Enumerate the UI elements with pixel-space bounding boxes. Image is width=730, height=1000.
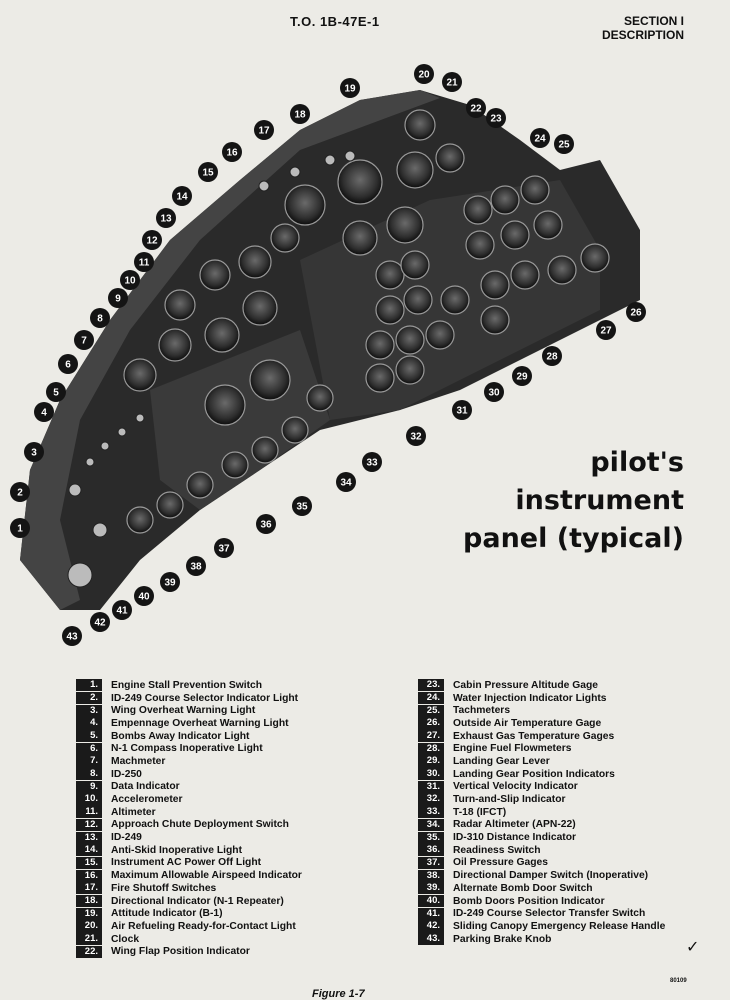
- legend-item: [418, 768, 665, 781]
- legend-label: Air Refueling Ready-for-Contact Light: [111, 920, 296, 932]
- legend-label: Fire Shutoff Switches: [111, 882, 217, 894]
- callout-34: [336, 472, 356, 492]
- legend-label: Parking Brake Knob: [453, 933, 552, 945]
- legend-item: [76, 679, 302, 692]
- legend-label: T-18 (IFCT): [453, 806, 507, 818]
- legend-label: Landing Gear Lever: [453, 755, 550, 767]
- legend-item: [76, 717, 302, 730]
- callout-number: 10: [124, 275, 136, 287]
- callout-number: 34: [340, 477, 352, 489]
- legend-number: 8.: [76, 768, 102, 780]
- callout-23: [486, 108, 506, 128]
- legend-number: 18.: [76, 895, 102, 907]
- legend-label: Data Indicator: [111, 781, 180, 793]
- legend-item: [418, 755, 665, 768]
- callout-9: [108, 288, 128, 308]
- legend-label: Machmeter: [111, 755, 166, 767]
- callout-2: [10, 482, 30, 502]
- legend-left: [76, 679, 302, 958]
- legend-item: [76, 819, 302, 832]
- callout-number: 26: [630, 307, 642, 319]
- legend-label: Directional Indicator (N-1 Repeater): [111, 895, 284, 907]
- legend-item: [418, 869, 665, 882]
- legend-number: 15.: [76, 857, 102, 869]
- legend-number: 6.: [76, 743, 102, 755]
- legend-number: 34.: [418, 819, 444, 831]
- legend-label: Approach Chute Deployment Switch: [111, 819, 289, 831]
- legend-number: 16.: [76, 870, 102, 882]
- legend-right: [418, 679, 665, 945]
- legend-number: 36.: [418, 844, 444, 856]
- doc-number: T.O. 1B-47E-1: [290, 14, 380, 29]
- legend-number: 20.: [76, 920, 102, 932]
- callout-24: [530, 128, 550, 148]
- callout-19: [340, 78, 360, 98]
- callout-number: 37: [218, 543, 230, 555]
- legend-number: 40.: [418, 895, 444, 907]
- legend-item: [76, 781, 302, 794]
- callout-number: 2: [17, 487, 23, 499]
- callout-16: [222, 142, 242, 162]
- callout-38: [186, 556, 206, 576]
- callout-number: 11: [138, 257, 150, 269]
- legend-number: 19.: [76, 908, 102, 920]
- legend-number: 39.: [418, 882, 444, 894]
- callout-17: [254, 120, 274, 140]
- callout-number: 19: [344, 83, 356, 95]
- legend-label: Turn-and-Slip Indicator: [453, 794, 566, 806]
- legend-label: Empennage Overheat Warning Light: [111, 717, 289, 729]
- callout-number: 23: [490, 113, 502, 125]
- legend-label: Wing Overheat Warning Light: [111, 705, 256, 717]
- callout-number: 18: [294, 109, 306, 121]
- legend-number: 14.: [76, 844, 102, 856]
- legend-item: [76, 755, 302, 768]
- callout-5: [46, 382, 66, 402]
- legend-number: 27.: [418, 730, 444, 742]
- callout-number: 38: [190, 561, 202, 573]
- legend-number: 28.: [418, 743, 444, 755]
- callout-43: [62, 626, 82, 646]
- callout-number: 24: [534, 133, 546, 145]
- legend-label: Instrument AC Power Off Light: [111, 857, 262, 869]
- legend-number: 41.: [418, 908, 444, 920]
- section-title: DESCRIPTION: [601, 28, 684, 42]
- callout-40: [134, 586, 154, 606]
- legend-label: Cabin Pressure Altitude Gage: [453, 679, 598, 691]
- legend-number: 25.: [418, 705, 444, 717]
- legend-label: Maximum Allowable Airspeed Indicator: [111, 870, 302, 882]
- legend-label: Bombs Away Indicator Light: [111, 730, 250, 742]
- legend-item: [418, 844, 665, 857]
- callout-6: [58, 354, 78, 374]
- callout-26: [626, 302, 646, 322]
- title-line-1: pilot's: [590, 447, 684, 478]
- legend-number: 7.: [76, 755, 102, 767]
- legend-number: 43.: [418, 933, 444, 945]
- legend-item: [76, 895, 302, 908]
- callout-22: [466, 98, 486, 118]
- legend-item: [418, 907, 665, 920]
- legend-label: Water Injection Indicator Lights: [453, 692, 607, 704]
- legend-label: Alternate Bomb Door Switch: [453, 882, 593, 894]
- callout-12: [142, 230, 162, 250]
- callout-number: 20: [418, 69, 430, 81]
- legend-label: Bomb Doors Position Indicator: [453, 895, 605, 907]
- callout-30: [484, 382, 504, 402]
- legend-item: [418, 679, 665, 692]
- legend-item: [418, 742, 665, 755]
- figure-title: [463, 444, 684, 558]
- legend-label: ID-250: [111, 768, 142, 780]
- legend-number: 9.: [76, 781, 102, 793]
- legend-item: [76, 907, 302, 920]
- legend-item: [76, 742, 302, 755]
- legend-item: [76, 793, 302, 806]
- legend-number: 32.: [418, 793, 444, 805]
- callout-number: 9: [115, 293, 121, 305]
- callout-31: [452, 400, 472, 420]
- legend-item: [76, 920, 302, 933]
- legend-item: [418, 933, 665, 946]
- callout-number: 30: [488, 387, 500, 399]
- legend-number: 23.: [418, 679, 444, 691]
- legend-item: [76, 844, 302, 857]
- legend-item: [418, 793, 665, 806]
- legend-label: ID-249: [111, 832, 142, 844]
- legend-number: 17.: [76, 882, 102, 894]
- legend-label: Engine Stall Prevention Switch: [111, 679, 263, 691]
- callout-number: 33: [366, 457, 378, 469]
- callout-number: 6: [65, 359, 71, 371]
- legend-label: Attitude Indicator (B-1): [111, 908, 223, 920]
- legend-item: [76, 692, 302, 705]
- callout-41: [112, 600, 132, 620]
- callout-number: 22: [470, 103, 482, 115]
- callout-number: 43: [66, 631, 78, 643]
- legend-label: Clock: [111, 933, 140, 945]
- callout-number: 36: [260, 519, 272, 531]
- legend-label: Directional Damper Switch (Inoperative): [453, 870, 649, 882]
- legend-number: 24.: [418, 692, 444, 704]
- callout-33: [362, 452, 382, 472]
- callout-8: [90, 308, 110, 328]
- callout-1: [10, 518, 30, 538]
- callout-number: 27: [600, 325, 612, 337]
- callout-number: 16: [226, 147, 238, 159]
- legend-number: 3.: [76, 705, 102, 717]
- callout-4: [34, 402, 54, 422]
- legend-label: ID-310 Distance Indicator: [453, 832, 577, 844]
- callout-36: [256, 514, 276, 534]
- legend-item: [76, 869, 302, 882]
- legend-item: [418, 717, 665, 730]
- callout-number: 12: [146, 235, 158, 247]
- callout-number: 17: [258, 125, 270, 137]
- legend-item: [76, 730, 302, 743]
- callout-number: 14: [176, 191, 188, 203]
- legend-label: Radar Altimeter (APN-22): [453, 819, 576, 831]
- callout-35: [292, 496, 312, 516]
- check-mark: ✓: [686, 939, 700, 956]
- legend-number: 10.: [76, 793, 102, 805]
- legend-number: 38.: [418, 870, 444, 882]
- legend-item: [418, 692, 665, 705]
- legend-number: 22.: [76, 946, 102, 958]
- legend-number: 21.: [76, 933, 102, 945]
- figure-code: 80109: [670, 978, 687, 984]
- callout-number: 31: [456, 405, 468, 417]
- legend-item: [76, 857, 302, 870]
- title-line-3: panel (typical): [463, 523, 684, 554]
- callout-number: 40: [138, 591, 150, 603]
- callout-number: 13: [160, 213, 172, 225]
- legend-label: Sliding Canopy Emergency Release Handle: [453, 920, 666, 932]
- callout-number: 32: [410, 431, 422, 443]
- legend-number: 13.: [76, 832, 102, 844]
- title-line-2: instrument: [515, 485, 684, 516]
- legend-label: ID-249 Course Selector Transfer Switch: [453, 908, 646, 920]
- callout-number: 21: [446, 77, 458, 89]
- callout-15: [198, 162, 218, 182]
- legend-item: [418, 819, 665, 832]
- legend-number: 33.: [418, 806, 444, 818]
- callout-39: [160, 572, 180, 592]
- callout-number: 5: [53, 387, 59, 399]
- callout-32: [406, 426, 426, 446]
- legend-label: Oil Pressure Gages: [453, 857, 549, 869]
- legend-number: 2.: [76, 692, 102, 704]
- callout-37: [214, 538, 234, 558]
- legend-number: 5.: [76, 730, 102, 742]
- legend-item: [76, 933, 302, 946]
- callout-number: 4: [41, 407, 47, 419]
- callout-number: 8: [97, 313, 103, 325]
- legend-label: Altimeter: [111, 806, 156, 818]
- legend-item: [76, 806, 302, 819]
- callout-number: 41: [116, 605, 128, 617]
- callout-number: 25: [558, 139, 570, 151]
- legend-item: [76, 768, 302, 781]
- legend-label: Outside Air Temperature Gage: [453, 717, 602, 729]
- legend-number: 26.: [418, 717, 444, 729]
- callout-number: 42: [94, 617, 106, 629]
- callout-18: [290, 104, 310, 124]
- legend-item: [418, 704, 665, 717]
- callout-21: [442, 72, 462, 92]
- legend-item: [418, 857, 665, 870]
- legend-item: [418, 781, 665, 794]
- legend-number: 37.: [418, 857, 444, 869]
- legend-label: Wing Flap Position Indicator: [111, 946, 250, 958]
- callout-number: 1: [17, 523, 23, 535]
- callout-28: [542, 346, 562, 366]
- legend-item: [418, 895, 665, 908]
- callout-number: 7: [81, 335, 87, 347]
- section-label: SECTION I: [623, 14, 684, 28]
- legend-item: [76, 945, 302, 958]
- legend-item: [418, 920, 665, 933]
- legend-number: 30.: [418, 768, 444, 780]
- callout-13: [156, 208, 176, 228]
- legend-item: [76, 704, 302, 717]
- legend-label: Engine Fuel Flowmeters: [453, 743, 572, 755]
- legend-label: Tachmeters: [453, 705, 511, 717]
- legend-label: ID-249 Course Selector Indicator Light: [111, 692, 299, 704]
- legend-label: N-1 Compass Inoperative Light: [111, 743, 263, 755]
- legend-item: [418, 831, 665, 844]
- legend-number: 12.: [76, 819, 102, 831]
- legend-number: 42.: [418, 920, 444, 932]
- legend-label: Readiness Switch: [453, 844, 541, 856]
- legend-label: Anti-Skid Inoperative Light: [111, 844, 243, 856]
- legend-number: 31.: [418, 781, 444, 793]
- callout-25: [554, 134, 574, 154]
- figure-caption: Figure 1-7: [312, 988, 365, 1000]
- callout-3: [24, 442, 44, 462]
- callout-number: 29: [516, 371, 528, 383]
- callout-number: 35: [296, 501, 308, 513]
- legend-item: [418, 882, 665, 895]
- callout-7: [74, 330, 94, 350]
- callout-number: 28: [546, 351, 558, 363]
- legend-label: Accelerometer: [111, 794, 183, 806]
- callout-number: 3: [31, 447, 37, 459]
- legend-item: [76, 882, 302, 895]
- legend-label: Landing Gear Position Indicators: [453, 768, 615, 780]
- legend-item: [418, 730, 665, 743]
- legend-number: 35.: [418, 832, 444, 844]
- callout-29: [512, 366, 532, 386]
- callout-27: [596, 320, 616, 340]
- callout-10: [120, 270, 140, 290]
- legend-number: 4.: [76, 717, 102, 729]
- callout-20: [414, 64, 434, 84]
- callout-number: 15: [202, 167, 214, 179]
- legend-number: 29.: [418, 755, 444, 767]
- legend-number: 1.: [76, 679, 102, 691]
- callout-42: [90, 612, 110, 632]
- legend-item: [76, 831, 302, 844]
- legend-label: Exhaust Gas Temperature Gages: [453, 730, 615, 742]
- callout-14: [172, 186, 192, 206]
- legend-label: Vertical Velocity Indicator: [453, 781, 578, 793]
- callout-number: 39: [164, 577, 176, 589]
- callout-11: [134, 252, 154, 272]
- legend-number: 11.: [76, 806, 102, 818]
- legend-item: [418, 806, 665, 819]
